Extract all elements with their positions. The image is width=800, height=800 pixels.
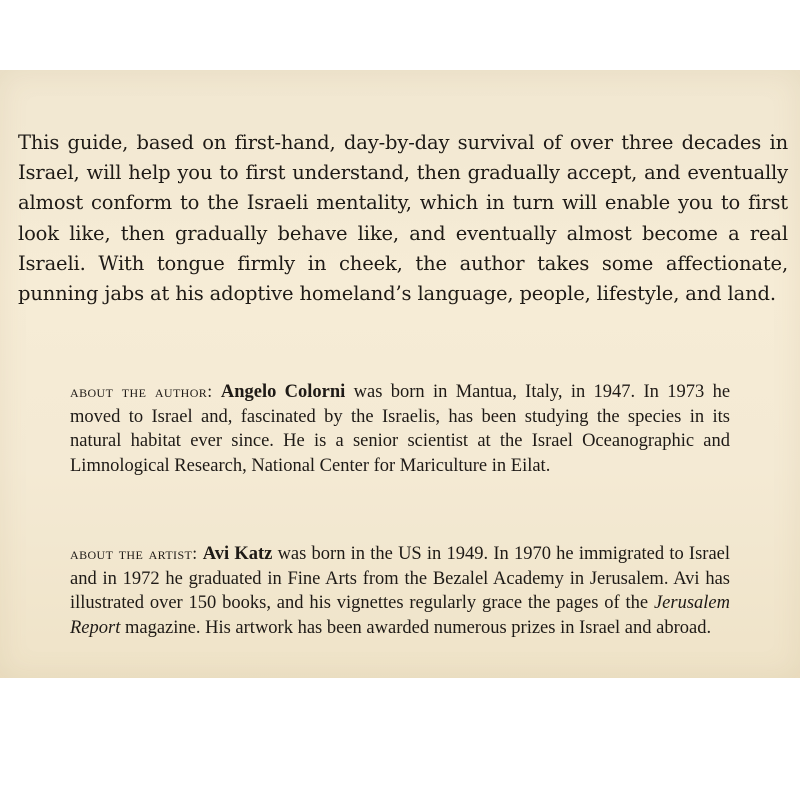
artist-bio-text-after: magazine. His artwork has been awarded numerous prizes in Israel and abroad. xyxy=(124,617,712,638)
author-name: Angelo Colorni xyxy=(220,382,346,402)
author-lead: about the author: xyxy=(70,381,213,401)
magazine-title: Jerusalem Report xyxy=(70,593,731,638)
about-the-author xyxy=(70,379,730,478)
artist-lead: about the artist: xyxy=(70,543,198,563)
artist-name: Avi Katz xyxy=(202,544,273,564)
artist-bio-text-before: was born in the US in 1949. In 1970 he immigrated to Israel and in 1972 he graduated in Fine Arts from the Bezalel Academy in Jerusalem. Avi has illustrated over 150 books, and his vignettes regularly grace the pages of the xyxy=(70,544,731,614)
author-bio-text: was born in Mantua, Italy, in 1947. In 1973 he moved to Israel and, fascinated by the Israelis, has been studying the species in its natural habitat ever since. He is a senior scientist at the Israel Oceanographic and Limnological Research, National Center for Mariculture in Eilat. xyxy=(70,382,731,476)
book-blurb xyxy=(18,128,788,309)
about-the-artist xyxy=(70,541,730,640)
blurb-text: This guide, based on first-hand, day-by-day survival of over three decades in Israel, will help you to first understand, then gradually accept, and eventually almost conform to the Israeli mentality, which in turn will enable you to first look like, then gradually behave like, and eventually almost become a real Israeli. With tongue firmly in cheek, the author takes some affectionate, punning jabs at his adoptive homeland’s language, people, lifestyle, and land. xyxy=(18,131,788,306)
